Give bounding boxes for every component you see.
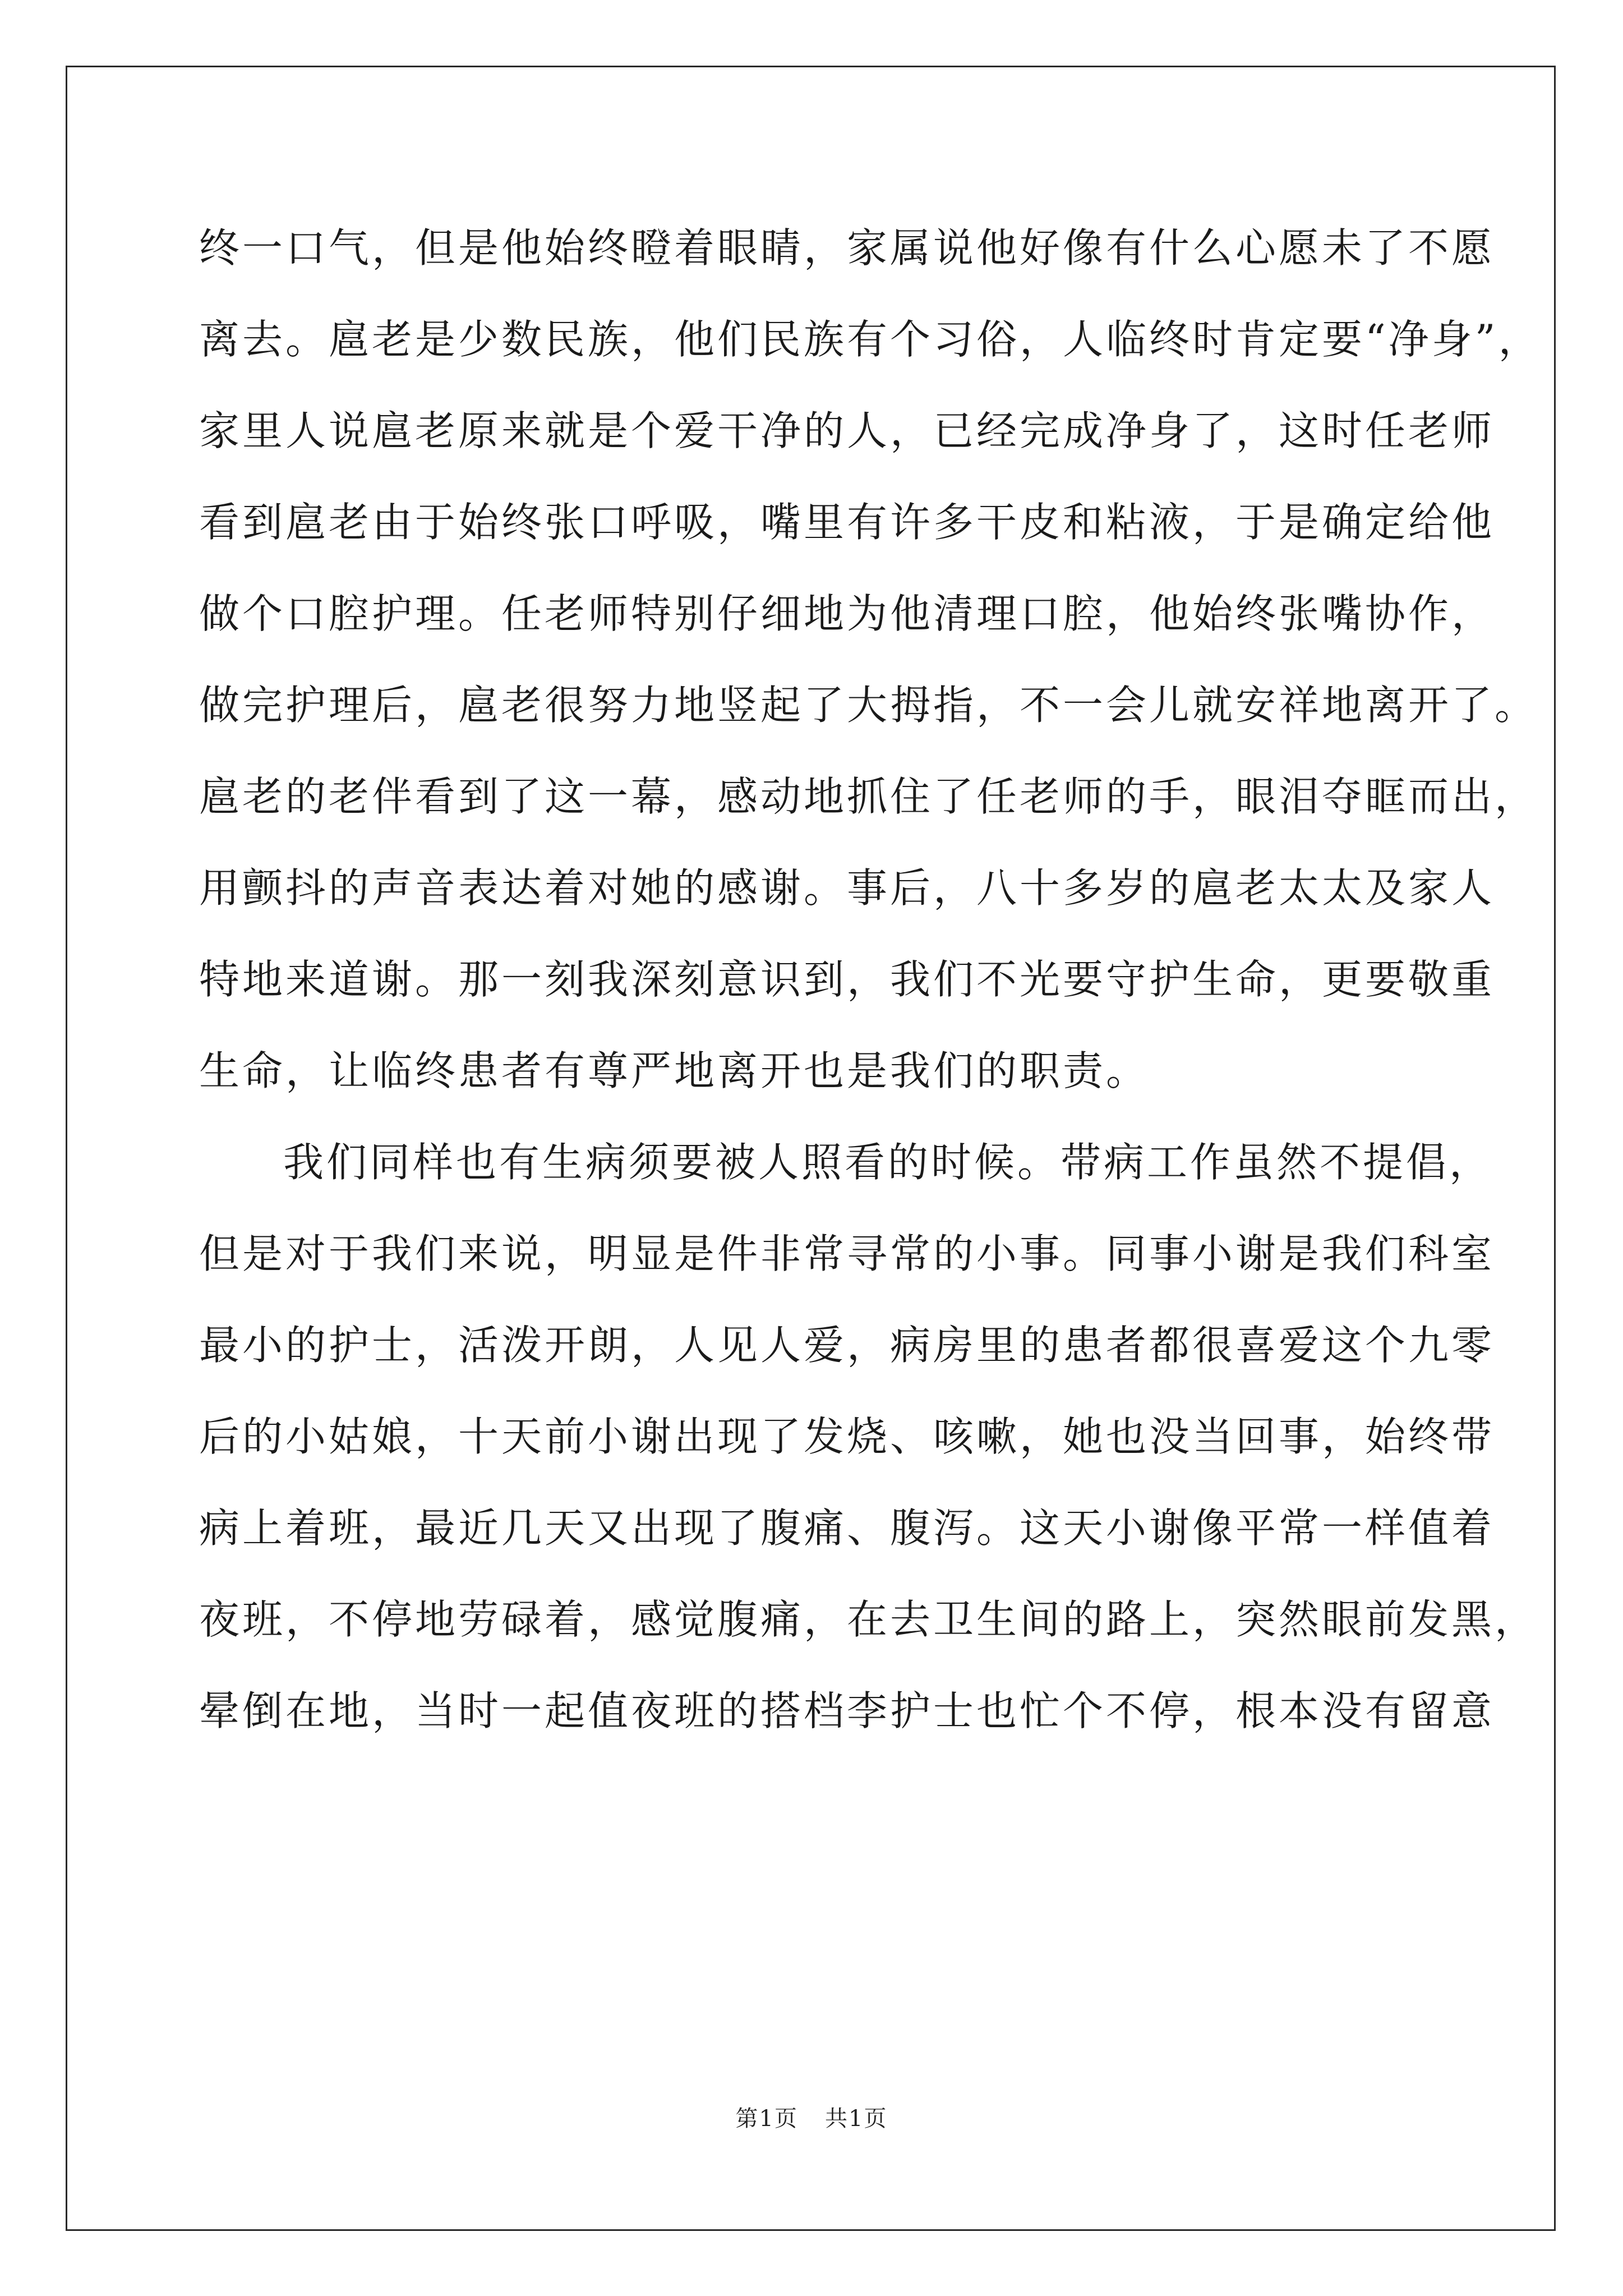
text-line: 但是对于我们来说，明显是件非常寻常的小事。同事小谢是我们科室 — [199, 1230, 1495, 1277]
page-total: 共1页 — [825, 2106, 888, 2132]
text-line: 终一口气，但是他始终瞪着眼睛，家属说他好像有什么心愿未了不愿 — [199, 224, 1495, 272]
text-line: 后的小姑娘，十天前小谢出现了发烧、咳嗽，她也没当回事，始终带 — [199, 1413, 1495, 1460]
text-line: 用颤抖的声音表达着对她的感谢。事后，八十多岁的扈老太太及家人 — [199, 864, 1495, 912]
text-line: 家里人说扈老原来就是个爱干净的人，已经完成净身了，这时任老师 — [199, 407, 1495, 454]
text-line: 夜班，不停地劳碌着，感觉腹痛，在去卫生间的路上，突然眼前发黑， — [199, 1596, 1538, 1643]
text-line: 病上着班，最近几天又出现了腹痛、腹泻。这天小谢像平常一样值着 — [199, 1504, 1495, 1552]
text-line: 晕倒在地，当时一起值夜班的搭档李护士也忙个不停，根本没有留意 — [199, 1687, 1495, 1734]
page-number: 第1页 — [735, 2106, 798, 2132]
text-line: 生命，让临终患者有尊严地离开也是我们的职责。 — [199, 1047, 1150, 1094]
text-line: 离去。扈老是少数民族，他们民族有个习俗，人临终时肯定要“净身”， — [199, 316, 1542, 363]
text-line: 最小的护士，活泼开朗，人见人爱，病房里的患者都很喜爱这个九零 — [199, 1322, 1495, 1369]
text-line: 做完护理后，扈老很努力地竖起了大拇指，不一会儿就安祥地离开了。 — [199, 682, 1538, 729]
page-footer — [0, 2101, 1623, 2133]
text-line: 看到扈老由于始终张口呼吸，嘴里有许多干皮和粘液，于是确定给他 — [199, 499, 1495, 546]
text-line: 特地来道谢。那一刻我深刻意识到，我们不光要守护生命，更要敬重 — [199, 956, 1495, 1003]
text-line: 扈老的老伴看到了这一幕，感动地抓住了任老师的手，眼泪夺眶而出， — [199, 773, 1538, 820]
paragraph-start-line: 我们同样也有生病须要被人照看的时候。带病工作虽然不提倡， — [283, 1139, 1493, 1186]
document-body — [199, 220, 1542, 1774]
text-line: 做个口腔护理。任老师特别仔细地为他清理口腔，他始终张嘴协作， — [199, 590, 1495, 637]
